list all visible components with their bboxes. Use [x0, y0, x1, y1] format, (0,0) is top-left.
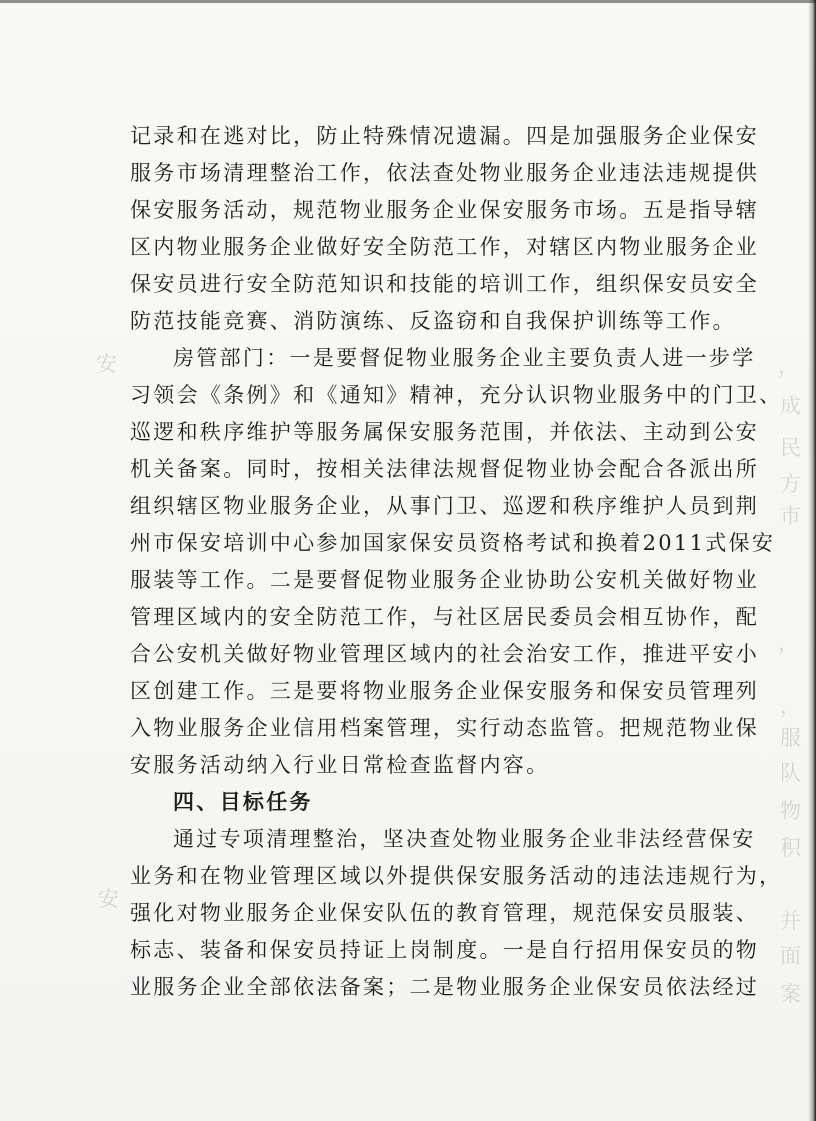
scan-right-edge — [808, 0, 816, 1121]
bleed-through-mark: 民 — [780, 436, 801, 460]
text-line: 合公安机关做好物业管理区域内的社会治安工作，推进平安小 — [130, 642, 760, 666]
bleed-through-mark: 并 — [780, 909, 801, 933]
text-line: 服务市场清理整治工作，依法查处物业服务企业违法违规提供 — [130, 161, 760, 185]
text-line: 区创建工作。三是要将物业服务企业保安服务和保安员管理列 — [130, 679, 760, 703]
text-line: 州市保安培训中心参加国家保安员资格考试和换着2011式保安 — [130, 531, 776, 555]
text-line: 机关备案。同时，按相关法律法规督促物业协会配合各派出所 — [130, 457, 760, 481]
bleed-through-mark: 面 — [780, 944, 801, 968]
bleed-through-mark: 安 — [96, 352, 117, 376]
bleed-through-mark: 积 — [780, 836, 801, 860]
text-line: 服装等工作。二是要督促物业服务企业协助公安机关做好物业 — [130, 568, 760, 592]
bleed-through-mark: 队 — [780, 761, 801, 785]
bleed-through-mark: 市 — [780, 504, 801, 528]
text-line: 习领会《条例》和《通知》精神，充分认识物业服务中的门卫、 — [130, 383, 783, 407]
section-heading: 四、目标任务 — [173, 789, 313, 814]
bleed-through-mark: 方 — [780, 472, 801, 496]
bleed-through-mark: 服 — [780, 726, 801, 750]
scan-top-edge — [0, 0, 816, 3]
text-line: 记录和在逃对比，防止特殊情况遗漏。四是加强服务企业保安 — [130, 124, 760, 148]
bleed-through-mark: ， — [780, 694, 801, 718]
bleed-through-mark: 安 — [98, 887, 119, 911]
text-line: 业服务企业全部依法备案；二是物业服务企业保安员依法经过 — [130, 975, 760, 999]
bleed-through-mark: ， — [778, 631, 799, 655]
bleed-through-mark: 物 — [780, 799, 801, 823]
bleed-through-mark: ， — [778, 354, 799, 378]
text-line: 业务和在物业管理区域以外提供保安服务活动的违法违规行为， — [130, 864, 783, 888]
text-line: 管理区域内的安全防范工作，与社区居民委员会相互协作，配 — [130, 605, 760, 629]
text-line: 通过专项清理整治，坚决查处物业服务企业非法经营保安 — [173, 827, 756, 851]
text-line: 安服务活动纳入行业日常检查监督内容。 — [130, 753, 550, 777]
text-line: 保安服务活动，规范物业服务企业保安服务市场。五是指导辖 — [130, 198, 760, 222]
text-line: 防范技能竞赛、消防演练、反盗窃和自我保护训练等工作。 — [130, 309, 736, 333]
bleed-through-mark: 成 — [780, 394, 801, 418]
text-line: 巡逻和秩序维护等服务属保安服务范围，并依法、主动到公安 — [130, 420, 760, 444]
text-line: 保安员进行安全防范知识和技能的培训工作，组织保安员安全 — [130, 272, 760, 296]
text-line: 强化对物业服务企业保安队伍的教育管理，规范保安员服装、 — [130, 901, 760, 925]
text-line: 入物业服务企业信用档案管理，实行动态监管。把规范物业保 — [130, 716, 760, 740]
text-line: 标志、装备和保安员持证上岗制度。一是自行招用保安员的物 — [130, 938, 760, 962]
text-line: 区内物业服务企业做好安全防范工作，对辖区内物业服务企业 — [130, 235, 760, 259]
bleed-through-mark: 案 — [780, 982, 801, 1006]
section-paragraph-start: 房管部门：一是要督促物业服务企业主要负责人进一步学 — [173, 346, 756, 370]
text-line: 组织辖区物业服务企业，从事门卫、巡逻和秩序维护人员到荆 — [130, 494, 760, 518]
